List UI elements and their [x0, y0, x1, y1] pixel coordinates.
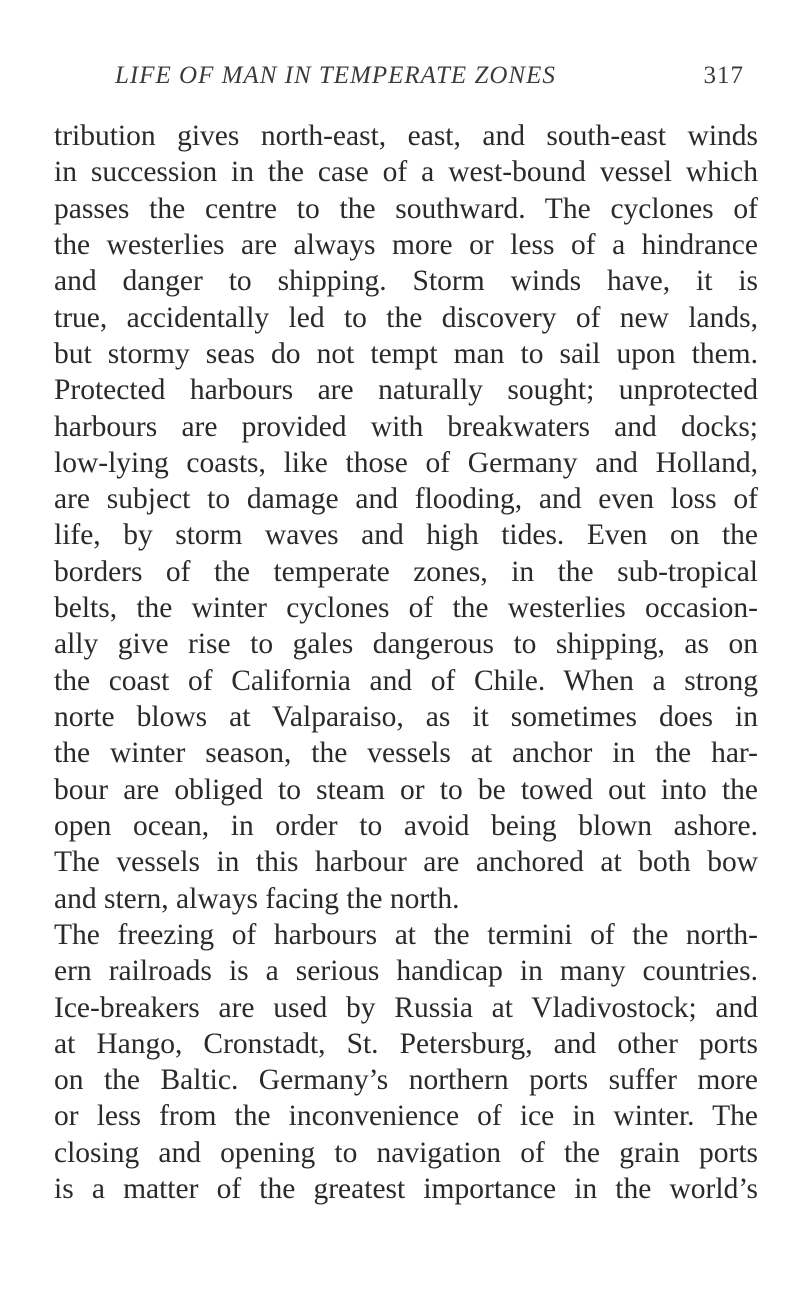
- text-line: the coast of California and of Chile. When a strong: [54, 664, 758, 697]
- text-line: The vessels in this harbour are anchored at both bow: [54, 846, 758, 879]
- text-line: passes the centre to the southward. The cyclones of: [54, 192, 758, 225]
- text-line: closing and opening to navigation of the grain ports: [54, 1136, 758, 1169]
- text-line: the westerlies are always more or less of a hindrance: [54, 228, 758, 261]
- text-line: Ice-breakers are used by Russia at Vladivostock; and: [54, 991, 758, 1024]
- text-line: or less from the inconvenience of ice in winter. The: [54, 1100, 758, 1133]
- text-line: low-lying coasts, like those of Germany and Holland,: [54, 446, 758, 479]
- text-line: true, accidentally led to the discovery of new lands,: [54, 301, 758, 334]
- text-line: and stern, always facing the north.: [54, 882, 460, 915]
- text-line: Protected harbours are naturally sought; unprotected: [54, 374, 758, 407]
- running-title: LIFE OF MAN IN TEMPERATE ZONES: [115, 62, 556, 89]
- text-line: in succession in the case of a west-bound vessel which: [54, 156, 758, 189]
- text-line: norte blows at Valparaiso, as it sometimes does in: [54, 701, 758, 733]
- text-line: but stormy seas do not tempt man to sail upon them.: [54, 337, 758, 370]
- text-line: and danger to shipping. Storm winds have, it is: [54, 265, 758, 298]
- text-line: at Hango, Cronstadt, St. Petersburg, and other ports: [54, 1027, 758, 1060]
- text-line: ern railroads is a serious handicap in many countries.: [54, 955, 758, 988]
- text-line: life, by storm waves and high tides. Even on the: [54, 519, 758, 552]
- text-line: harbours are provided with breakwaters and docks;: [54, 410, 758, 443]
- text-line: The freezing of harbours at the termini of the north-: [54, 918, 758, 951]
- text-line: open ocean, in order to avoid being blown ashore.: [54, 809, 758, 842]
- text-line: on the Baltic. Germany’s northern ports suffer more: [54, 1064, 758, 1097]
- text-line: is a matter of the greatest importance in the world’s: [54, 1173, 758, 1206]
- text-line: the winter season, the vessels at anchor in the har-: [54, 737, 758, 770]
- text-line: tribution gives north-east, east, and south-east winds: [54, 120, 758, 152]
- body-text: [54, 118, 758, 1207]
- text-line: borders of the temperate zones, in the sub-tropical: [54, 555, 758, 588]
- running-head: [115, 62, 744, 98]
- page-number: 317: [703, 62, 744, 89]
- text-line: bour are obliged to steam or to be towed out into the: [54, 773, 758, 806]
- text-line: are subject to damage and flooding, and even loss of: [54, 483, 758, 516]
- text-line: belts, the winter cyclones of the westerlies occasion-: [54, 592, 758, 625]
- text-line: ally give rise to gales dangerous to shipping, as on: [54, 628, 758, 661]
